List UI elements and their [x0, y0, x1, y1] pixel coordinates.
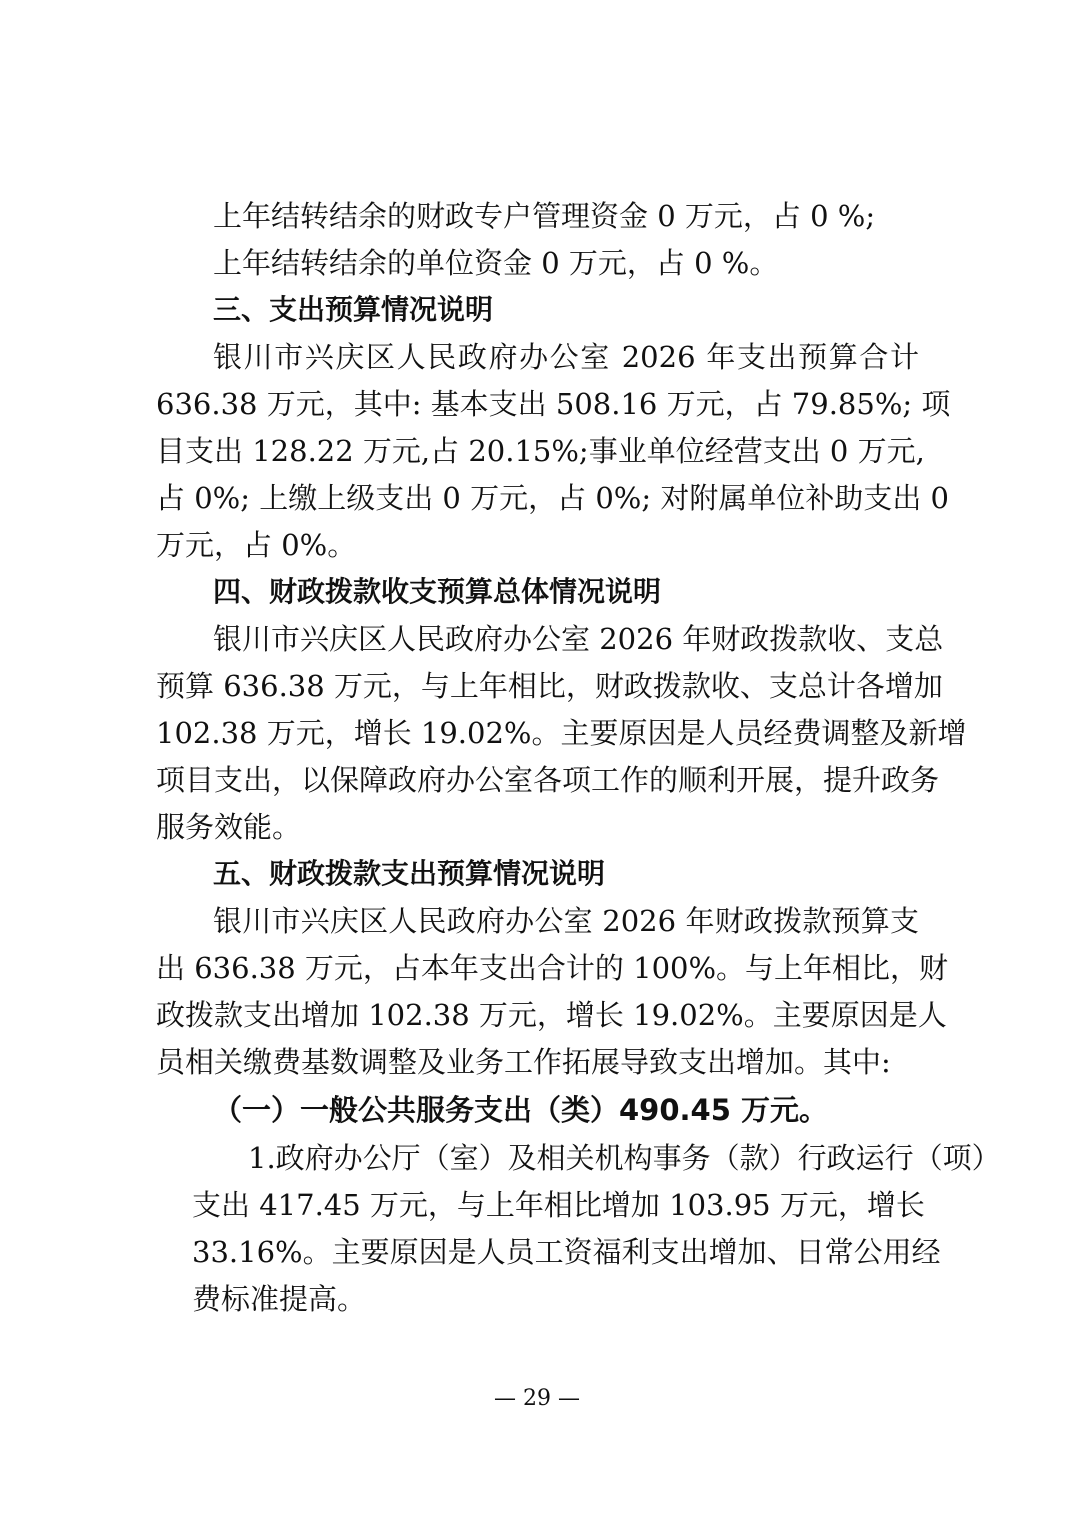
paragraph-line: 银川市兴庆区人民政府办公室 2026 年支出预算合计 [213, 340, 919, 374]
section-heading-5: 五、财政拨款支出预算情况说明 [213, 857, 606, 890]
paragraph-line: 员相关缴费基数调整及业务工作拓展导致支出增加。其中: [156, 1045, 891, 1079]
paragraph-line: 占 0%; 上缴上级支出 0 万元，占 0%; 对附属单位补助支出 0 [156, 481, 949, 515]
paragraph-line: 上年结转结余的财政专户管理资金 0 万元，占 0 %; [213, 199, 876, 233]
paragraph-line: 服务效能。 [156, 810, 302, 844]
paragraph-line: 预算 636.38 万元，与上年相比，财政拨款收、支总计各增加 [156, 669, 943, 703]
paragraph-line: 636.38 万元，其中: 基本支出 508.16 万元，占 79.85%; 项 [156, 387, 951, 421]
paragraph-line: 政拨款支出增加 102.38 万元，增长 19.02%。主要原因是人 [156, 998, 947, 1032]
paragraph-line: 1.政府办公厅（室）及相关机构事务（款）行政运行（项） [248, 1141, 1001, 1175]
paragraph-line: 银川市兴庆区人民政府办公室 2026 年财政拨款预算支 [213, 904, 919, 938]
paragraph-line: 102.38 万元，增长 19.02%。主要原因是人员经费调整及新增 [156, 716, 967, 750]
paragraph-line: 银川市兴庆区人民政府办公室 2026 年财政拨款收、支总 [213, 622, 944, 656]
subsection-heading: （一）一般公共服务支出（类）490.45 万元。 [213, 1093, 829, 1127]
paragraph-line: 万元，占 0%。 [156, 528, 357, 562]
section-heading-4: 四、财政拨款收支预算总体情况说明 [213, 575, 662, 608]
paragraph-line: 出 636.38 万元，占本年支出合计的 100%。与上年相比，财 [156, 951, 949, 985]
paragraph-line: 上年结转结余的单位资金 0 万元，占 0 %。 [213, 246, 779, 280]
paragraph-line: 费标准提高。 [192, 1282, 367, 1316]
paragraph-line: 33.16%。主要原因是人员工资福利支出增加、日常公用经 [192, 1235, 941, 1269]
page-number: — 29 — [494, 1386, 580, 1411]
paragraph-line: 项目支出，以保障政府办公室各项工作的顺利开展，提升政务 [156, 763, 940, 797]
section-heading-3: 三、支出预算情况说明 [213, 293, 494, 326]
paragraph-line: 目支出 128.22 万元,占 20.15%;事业单位经营支出 0 万元, [156, 434, 925, 468]
paragraph-line: 支出 417.45 万元，与上年相比增加 103.95 万元，增长 [192, 1188, 925, 1222]
